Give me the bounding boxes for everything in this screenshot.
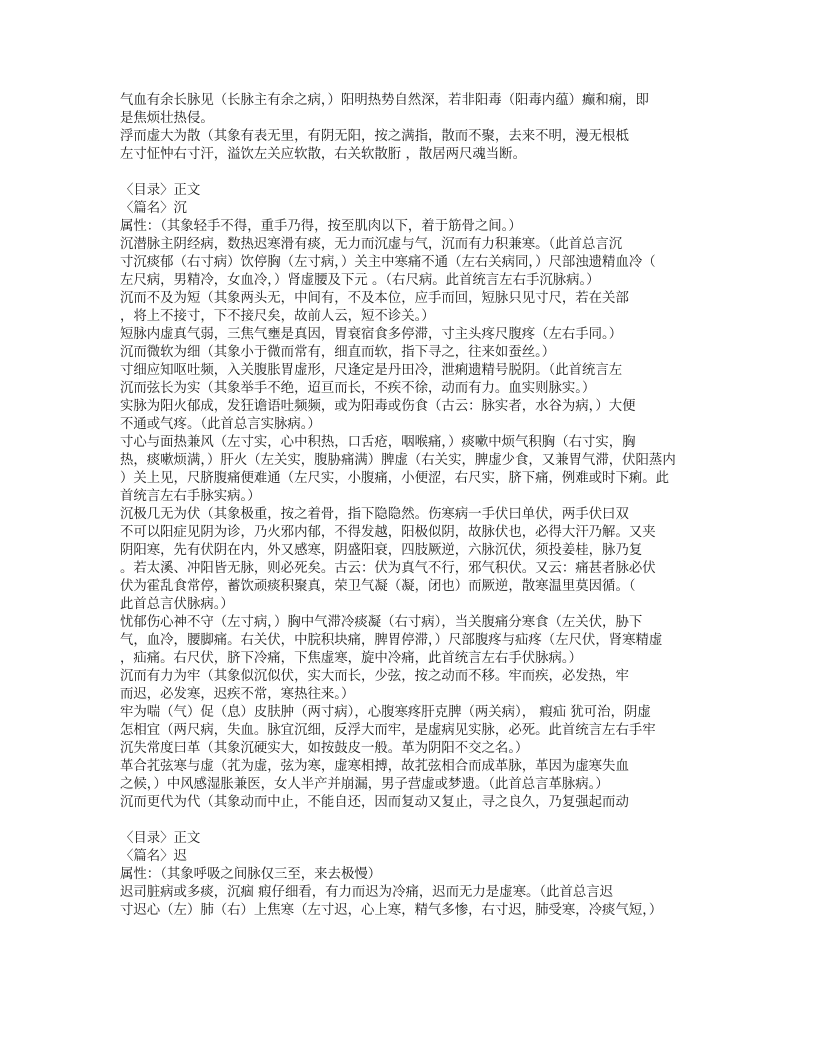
text-line: 而迟，必发寒，迟疾不常，寒热往来。） bbox=[120, 687, 355, 702]
document-page bbox=[120, 92, 720, 920]
text-line: 此首总言伏脉病。） bbox=[120, 597, 234, 612]
section-chi bbox=[120, 830, 720, 920]
text-line: 阴阳寒，先有伏阴在内，外又感寒，阴盛阳衰，四肢厥逆，六脉沉伏，须投姜桂，脉乃复 bbox=[120, 543, 643, 558]
text-line: 牢为喘（气）促（息）皮肤肿（两寸病），心腹寒疼肝克脾（两关病）， 瘕疝 犹可治，阴虚 bbox=[120, 705, 651, 720]
text-line: ）关上见，尺脐腹痛便难通（左尺实，小腹痛，小便涩，右尺实，脐下痛，例难或时下痢。此 bbox=[120, 471, 670, 486]
toc-label: 〈目录〉正文 bbox=[120, 183, 201, 198]
text-line: 沉失常度曰革（其象沉硬实大，如按鼓皮一般。革为阴阳不交之名。） bbox=[120, 741, 529, 756]
text-line: 是焦烦壮热侵。 bbox=[120, 111, 214, 126]
text-line: ，疝痛。右尺伏，脐下冷痛，下焦虚寒，旋中冷痛，此首统言左右手伏脉病。） bbox=[120, 651, 582, 666]
text-line: 寸细应知呕吐频，入关腹胀胃虚形，尺逢定是丹田冷，泄痢遗精号脱阴。（此首统言左 bbox=[120, 363, 623, 378]
text-line: 迟司脏病或多痰，沉痼 瘕仔细看，有力而迟为冷痛，迟而无力是虚寒。（此首总言迟 bbox=[120, 885, 614, 900]
text-line: 。若太溪、冲阳皆无脉，则必死矣。古云：伏为真气不行，邪气积伏。又云：痛甚者脉必伏 bbox=[120, 561, 656, 576]
text-line: 首统言左右手脉实病。） bbox=[120, 489, 261, 504]
text-line: 不通或气疼。（此首总言实脉病。） bbox=[120, 417, 321, 432]
text-line: 沉而更代为代（其象动而中止，不能自还，因而复动又复止，寻之良久，乃复强起而动 bbox=[120, 795, 629, 810]
text-line: 寸心与面热兼风（左寸实，心中积热，口舌疮，咽喉痛，）痰嗽中烦气积胸（右寸实，胸 bbox=[120, 435, 636, 450]
text-line: 忧郁伤心神不守（左寸病，）胸中气滞冷痰凝（右寸病），当关腹痛分寒食（左关伏，胁下 bbox=[120, 615, 643, 630]
section-chen bbox=[120, 182, 720, 812]
chapter-title: 〈篇名〉沉 bbox=[120, 201, 187, 216]
text-line: 沉潜脉主阴经病，数热迟寒滑有痰，无力而沉虚与气，沉而有力积兼寒。（此首总言沉 bbox=[120, 237, 623, 252]
spacer bbox=[120, 812, 720, 830]
text-line: 沉而有力为牢（其象似沉似伏，实大而长，少弦，按之动而不移。牢而疾，必发热，牢 bbox=[120, 669, 629, 684]
text-line: 左寸怔忡右寸汗，溢饮左关应软散，右关软散胻 ，散居两尺魂当断。 bbox=[120, 147, 526, 162]
text-line: 短脉内虚真气弱，三焦气壅是真因，胃衰宿食多停滞，寸主头疼尺腹疼（左右手同。） bbox=[120, 327, 623, 342]
text-line: 革合芤弦寒与虚（芤为虚，弦为寒，虚寒相搏，故芤弦相合而成革脉，革因为虚寒失血 bbox=[120, 759, 629, 774]
chapter-title: 〈篇名〉迟 bbox=[120, 849, 187, 864]
text-line: ，将上不接寸，下不接尺矣，故前人云，短不诊关。） bbox=[120, 309, 435, 324]
text-line: 怎相宜（两尺病，失血。脉宜沉细，反浮大而牢，是虚病见实脉，必死。此首统言左右手牢 bbox=[120, 723, 656, 738]
text-line: 沉而微软为细（其象小于微而常有，细直而软，指下寻之，往来如蚕丝。） bbox=[120, 345, 556, 360]
text-line: 寸迟心（左）肺（右）上焦寒（左寸迟，心上寒，精气多惨，右寸迟，肺受寒，冷痰气短，） bbox=[120, 903, 663, 918]
text-line: 沉而弦长为实（其象举手不绝，迢亘而长，不疾不徐，动而有力。血实则脉实。） bbox=[120, 381, 596, 396]
text-line: 寸沉痰郁（右寸病）饮停胸（左寸病，）关主中寒痛不通（左右关病同，）尺部浊遗精血冷（ bbox=[120, 255, 656, 270]
text-line: 浮而虚大为散（其象有表无里，有阴无阳，按之满指，散而不聚，去来不明，漫无根柢 bbox=[120, 129, 629, 144]
text-line: 沉而不及为短（其象两头无，中间有，不及本位，应手而回，短脉只见寸尺，若在关部 bbox=[120, 291, 629, 306]
toc-label: 〈目录〉正文 bbox=[120, 831, 201, 846]
text-line: 热，痰嗽烦满，）肝火（左关实，腹胁痛满）脾虚（右关实，脾虚少食，又兼胃气滞，伏阳蒸内 bbox=[120, 453, 676, 468]
text-line: 沉极几无为伏（其象极重，按之着骨，指下隐隐然。伤寒病一手伏曰单伏，两手伏曰双 bbox=[120, 507, 629, 522]
spacer bbox=[120, 164, 720, 182]
text-line: 气血有余长脉见（长脉主有余之病，）阳明热势自然深，若非阳毒（阳毒内蕴）癫和痫，即 bbox=[120, 93, 649, 108]
attribute-line: 属性：（其象呼吸之间脉仅三至，来去极慢） bbox=[120, 867, 382, 882]
text-line: 伏为霍乱食常停，蓄饮顽痰积聚真，荣卫气凝（凝，闭也）而厥逆，散寒温里莫因循。（ bbox=[120, 579, 636, 594]
text-line: 之候，）中风感湿胀兼医，女人半产并崩漏，男子营虚或梦遗。（此首总言革脉病。） bbox=[120, 777, 609, 792]
text-line: 不可以阳症见阴为诊，乃火邪内郁，不得发越，阳极似阴，故脉伏也，必得大汗乃解。又夹 bbox=[120, 525, 656, 540]
attribute-line: 属性：（其象轻手不得，重手乃得，按至肌肉以下，着于筋骨之间。） bbox=[120, 219, 522, 234]
text-line: 实脉为阳火郁成，发狂谵语吐频频，或为阳毒或伤食（古云：脉实者，水谷为病，）大便 bbox=[120, 399, 636, 414]
text-line: 左尺病，男精冷，女血冷，）肾虚腰及下元 。（右尺病。此首统言左右手沉脉病。） bbox=[120, 273, 600, 288]
text-line: 气，血冷，腰脚痛。右关伏，中脘积块痛，脾胃停滞，）尺部腹疼与疝疼（左尺伏，肾寒精虚 bbox=[120, 633, 663, 648]
section-continuation bbox=[120, 92, 720, 164]
